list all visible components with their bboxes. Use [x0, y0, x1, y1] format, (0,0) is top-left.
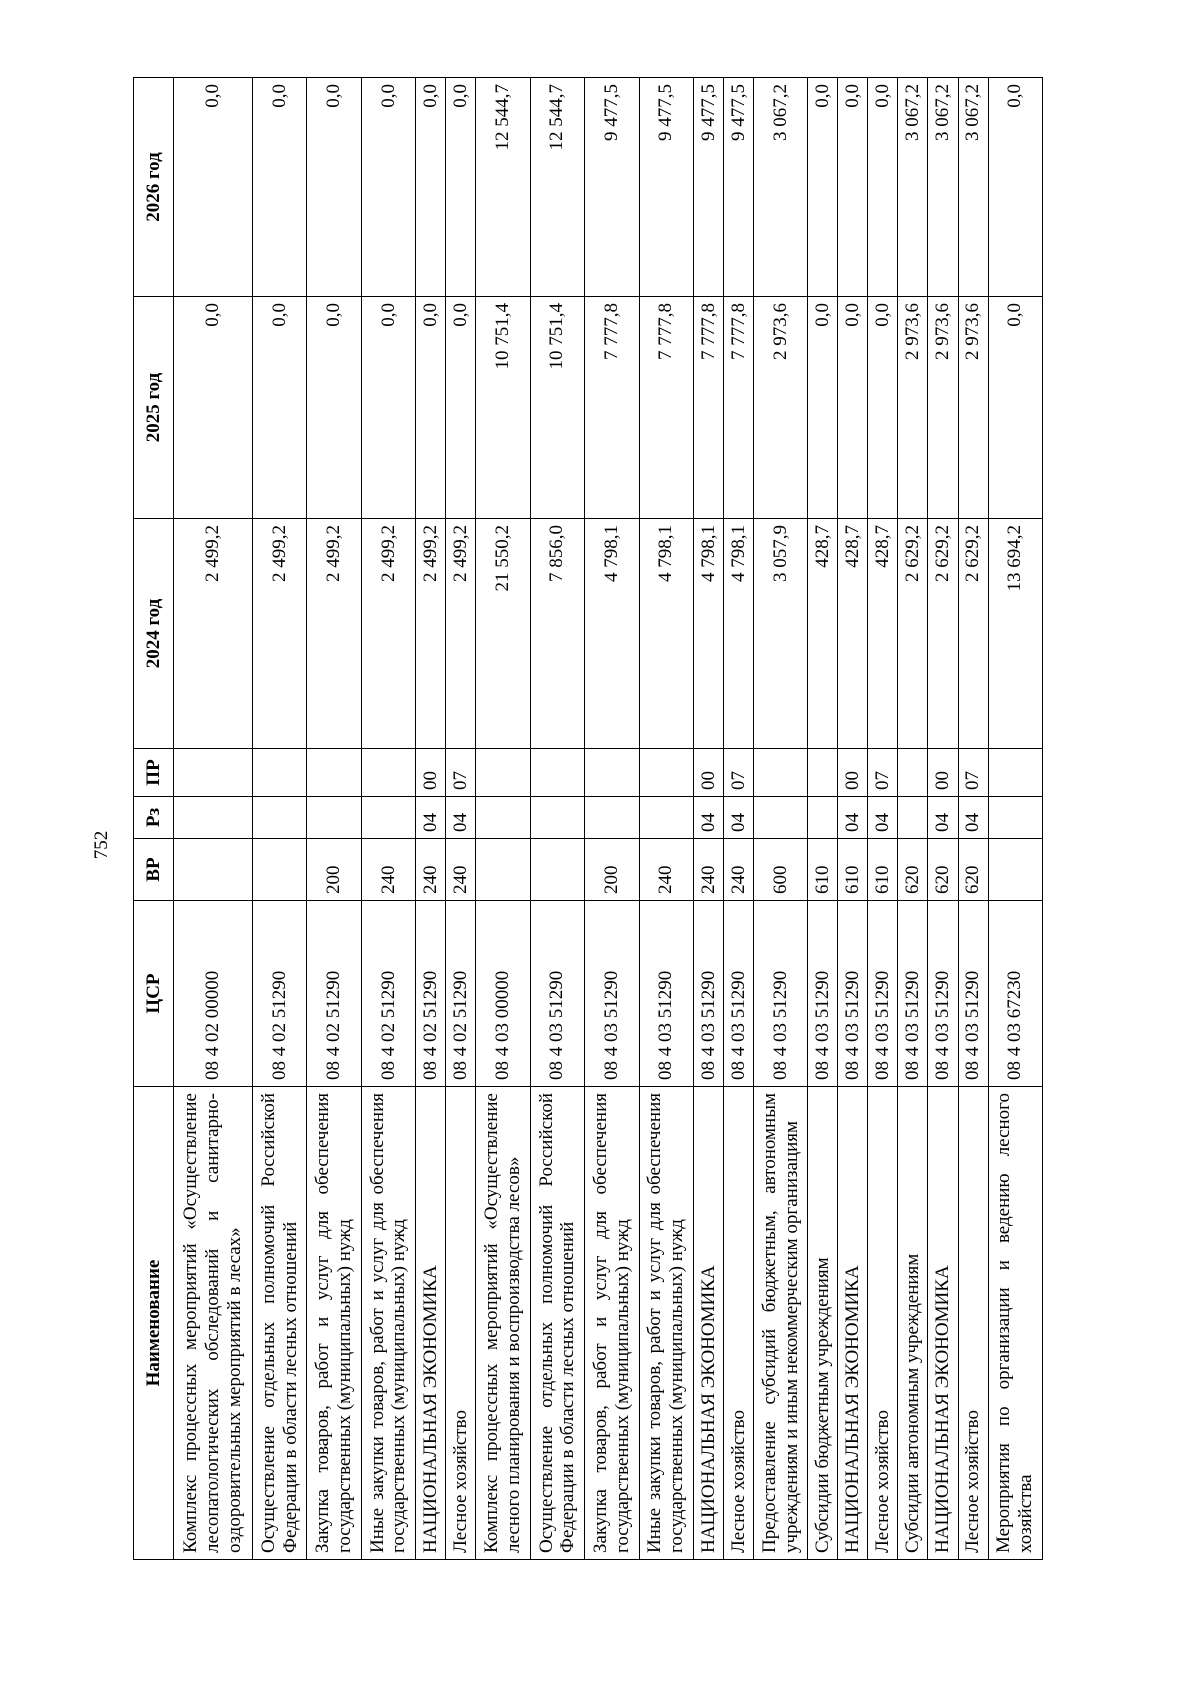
- cell-2024: 4 798,1: [585, 519, 639, 749]
- cell-2026: 9 477,5: [585, 78, 639, 297]
- cell-2024: 2 499,2: [252, 519, 306, 749]
- cell-csr: 08 4 02 51290: [416, 901, 446, 1087]
- cell-csr: 08 4 03 51290: [928, 901, 958, 1087]
- cell-2025: 0,0: [446, 297, 476, 519]
- cell-2025: 7 777,8: [585, 297, 639, 519]
- cell-vr: 620: [958, 839, 988, 901]
- table-row: [476, 78, 530, 1560]
- cell-2025: 2 973,6: [928, 297, 958, 519]
- cell-2024: 2 629,2: [928, 519, 958, 749]
- header-2024: 2024 год: [134, 519, 174, 749]
- cell-vr: 610: [868, 839, 898, 901]
- cell-2024: 2 499,2: [174, 519, 253, 749]
- cell-2025: 2 973,6: [898, 297, 928, 519]
- cell-name: Предоставление субсидий бюджетным, автономным учреждениям и иным некоммерческим организациям: [753, 1087, 807, 1560]
- cell-2025: 0,0: [307, 297, 361, 519]
- cell-vr: 610: [838, 839, 868, 901]
- cell-pr: 07: [868, 749, 898, 797]
- cell-csr: 08 4 03 51290: [693, 901, 723, 1087]
- cell-2026: 3 067,2: [928, 78, 958, 297]
- cell-rz: [639, 797, 693, 839]
- header-2025: 2025 год: [134, 297, 174, 519]
- cell-rz: 04: [723, 797, 753, 839]
- cell-name: Субсидии бюджетным учреждениям: [808, 1087, 838, 1560]
- cell-rz: [585, 797, 639, 839]
- cell-csr: 08 4 02 51290: [307, 901, 361, 1087]
- cell-2025: 7 777,8: [723, 297, 753, 519]
- table-row: [723, 78, 753, 1560]
- cell-name: Закупка товаров, работ и услуг для обеспечения государственных (муниципальных) нужд: [585, 1087, 639, 1560]
- cell-2024: 2 499,2: [361, 519, 415, 749]
- table-row: [868, 78, 898, 1560]
- cell-rz: [361, 797, 415, 839]
- page-number: 752: [91, 830, 112, 860]
- table-row: [958, 78, 988, 1560]
- cell-rz: 04: [958, 797, 988, 839]
- cell-vr: 240: [723, 839, 753, 901]
- cell-csr: 08 4 03 51290: [639, 901, 693, 1087]
- cell-2026: 0,0: [361, 78, 415, 297]
- header-2026: 2026 год: [134, 78, 174, 297]
- budget-table: [133, 77, 1043, 1560]
- cell-2026: 9 477,5: [693, 78, 723, 297]
- header-vr: ВР: [134, 839, 174, 901]
- cell-vr: 240: [446, 839, 476, 901]
- table-row: [808, 78, 838, 1560]
- cell-vr: [476, 839, 530, 901]
- cell-pr: 00: [928, 749, 958, 797]
- table-row: [585, 78, 639, 1560]
- cell-2024: 2 499,2: [416, 519, 446, 749]
- cell-2026: 9 477,5: [639, 78, 693, 297]
- table-row: [252, 78, 306, 1560]
- table-row: [174, 78, 253, 1560]
- cell-2026: 0,0: [808, 78, 838, 297]
- table-row: [530, 78, 584, 1560]
- cell-pr: [174, 749, 253, 797]
- cell-csr: 08 4 03 51290: [585, 901, 639, 1087]
- cell-2024: 4 798,1: [693, 519, 723, 749]
- cell-2025: 10 751,4: [530, 297, 584, 519]
- cell-2026: 12 544,7: [476, 78, 530, 297]
- cell-rz: 04: [416, 797, 446, 839]
- cell-2024: 4 798,1: [639, 519, 693, 749]
- cell-pr: 00: [838, 749, 868, 797]
- cell-csr: 08 4 03 51290: [838, 901, 868, 1087]
- cell-2024: 2 629,2: [958, 519, 988, 749]
- table-row: [361, 78, 415, 1560]
- cell-name: НАЦИОНАЛЬНАЯ ЭКОНОМИКА: [693, 1087, 723, 1560]
- cell-2025: 0,0: [988, 297, 1042, 519]
- cell-name: Мероприятия по организации и ведению лесного хозяйства: [988, 1087, 1042, 1560]
- cell-vr: [988, 839, 1042, 901]
- cell-2025: 0,0: [808, 297, 838, 519]
- cell-2024: 4 798,1: [723, 519, 753, 749]
- cell-vr: [252, 839, 306, 901]
- cell-2025: 0,0: [174, 297, 253, 519]
- cell-2025: 7 777,8: [639, 297, 693, 519]
- cell-rz: 04: [838, 797, 868, 839]
- cell-vr: 610: [808, 839, 838, 901]
- cell-rz: [174, 797, 253, 839]
- cell-2026: 0,0: [868, 78, 898, 297]
- table-row: [928, 78, 958, 1560]
- cell-vr: 200: [307, 839, 361, 901]
- cell-pr: [252, 749, 306, 797]
- cell-name: Иные закупки товаров, работ и услуг для обеспечения государственных (муниципальных) нужд: [361, 1087, 415, 1560]
- cell-vr: 620: [928, 839, 958, 901]
- cell-name: НАЦИОНАЛЬНАЯ ЭКОНОМИКА: [838, 1087, 868, 1560]
- cell-name: Субсидии автономным учреждениям: [898, 1087, 928, 1560]
- cell-pr: [361, 749, 415, 797]
- cell-name: Лесное хозяйство: [868, 1087, 898, 1560]
- cell-pr: 00: [416, 749, 446, 797]
- table-row: [416, 78, 446, 1560]
- table-row: [693, 78, 723, 1560]
- cell-pr: [585, 749, 639, 797]
- cell-rz: 04: [693, 797, 723, 839]
- cell-name: Лесное хозяйство: [958, 1087, 988, 1560]
- cell-name: Комплекс процессных мероприятий «Осуществление лесного планирования и воспроизводства лесов»: [476, 1087, 530, 1560]
- cell-name: Комплекс процессных мероприятий «Осуществление лесопатологических обследований и санитарно-оздоровительных мероприятий в лесах»: [174, 1087, 253, 1560]
- cell-csr: 08 4 03 00000: [476, 901, 530, 1087]
- cell-csr: 08 4 03 51290: [868, 901, 898, 1087]
- cell-2025: 0,0: [868, 297, 898, 519]
- cell-2026: 3 067,2: [898, 78, 928, 297]
- cell-pr: [476, 749, 530, 797]
- cell-csr: 08 4 02 51290: [361, 901, 415, 1087]
- cell-name: НАЦИОНАЛЬНАЯ ЭКОНОМИКА: [416, 1087, 446, 1560]
- cell-vr: [174, 839, 253, 901]
- cell-2024: 428,7: [808, 519, 838, 749]
- cell-csr: 08 4 02 00000: [174, 901, 253, 1087]
- cell-pr: 07: [958, 749, 988, 797]
- table-row: [639, 78, 693, 1560]
- cell-2025: 0,0: [252, 297, 306, 519]
- cell-csr: 08 4 03 51290: [753, 901, 807, 1087]
- cell-name: НАЦИОНАЛЬНАЯ ЭКОНОМИКА: [928, 1087, 958, 1560]
- table-row: [446, 78, 476, 1560]
- cell-2025: 2 973,6: [753, 297, 807, 519]
- table-body: [174, 78, 1043, 1560]
- table-container: [133, 78, 1043, 1560]
- cell-vr: 240: [361, 839, 415, 901]
- cell-rz: [753, 797, 807, 839]
- cell-pr: [898, 749, 928, 797]
- cell-2026: 0,0: [174, 78, 253, 297]
- cell-2024: 2 629,2: [898, 519, 928, 749]
- cell-2024: 13 694,2: [988, 519, 1042, 749]
- cell-rz: [530, 797, 584, 839]
- cell-pr: [988, 749, 1042, 797]
- cell-2026: 0,0: [446, 78, 476, 297]
- table-row: [838, 78, 868, 1560]
- cell-vr: 240: [416, 839, 446, 901]
- cell-vr: 240: [693, 839, 723, 901]
- cell-2024: 2 499,2: [446, 519, 476, 749]
- rotated-table-area: [133, 78, 1200, 1553]
- cell-pr: [639, 749, 693, 797]
- cell-2025: 10 751,4: [476, 297, 530, 519]
- cell-2026: 9 477,5: [723, 78, 753, 297]
- table-row: [307, 78, 361, 1560]
- cell-name: Закупка товаров, работ и услуг для обеспечения государственных (муниципальных) нужд: [307, 1087, 361, 1560]
- cell-rz: [808, 797, 838, 839]
- table-row: [988, 78, 1042, 1560]
- cell-2026: 0,0: [252, 78, 306, 297]
- header-row: [134, 78, 174, 1560]
- cell-csr: 08 4 02 51290: [252, 901, 306, 1087]
- cell-vr: [530, 839, 584, 901]
- cell-pr: [753, 749, 807, 797]
- cell-2024: 428,7: [838, 519, 868, 749]
- cell-2024: 7 856,0: [530, 519, 584, 749]
- cell-rz: [307, 797, 361, 839]
- header-name: Наименование: [134, 1087, 174, 1560]
- cell-csr: 08 4 03 51290: [530, 901, 584, 1087]
- cell-2025: 0,0: [361, 297, 415, 519]
- cell-2026: 3 067,2: [753, 78, 807, 297]
- cell-rz: [252, 797, 306, 839]
- cell-2024: 21 550,2: [476, 519, 530, 749]
- cell-pr: [808, 749, 838, 797]
- cell-2025: 0,0: [838, 297, 868, 519]
- cell-name: Лесное хозяйство: [723, 1087, 753, 1560]
- table-row: [753, 78, 807, 1560]
- table-row: [898, 78, 928, 1560]
- cell-name: Лесное хозяйство: [446, 1087, 476, 1560]
- cell-rz: 04: [928, 797, 958, 839]
- cell-pr: 07: [446, 749, 476, 797]
- cell-csr: 08 4 03 51290: [723, 901, 753, 1087]
- cell-2024: 3 057,9: [753, 519, 807, 749]
- cell-csr: 08 4 03 51290: [808, 901, 838, 1087]
- cell-rz: 04: [868, 797, 898, 839]
- cell-name: Осуществление отдельных полномочий Российской Федерации в области лесных отношений: [530, 1087, 584, 1560]
- cell-csr: 08 4 03 51290: [958, 901, 988, 1087]
- cell-csr: 08 4 03 67230: [988, 901, 1042, 1087]
- header-csr: ЦСР: [134, 901, 174, 1087]
- cell-name: Иные закупки товаров, работ и услуг для обеспечения государственных (муниципальных) нужд: [639, 1087, 693, 1560]
- cell-rz: 04: [446, 797, 476, 839]
- cell-2026: 0,0: [416, 78, 446, 297]
- cell-2026: 12 544,7: [530, 78, 584, 297]
- cell-name: Осуществление отдельных полномочий Российской Федерации в области лесных отношений: [252, 1087, 306, 1560]
- cell-csr: 08 4 02 51290: [446, 901, 476, 1087]
- header-pr: ПР: [134, 749, 174, 797]
- cell-pr: [530, 749, 584, 797]
- cell-pr: [307, 749, 361, 797]
- cell-2026: 0,0: [838, 78, 868, 297]
- cell-2026: 3 067,2: [958, 78, 988, 297]
- cell-vr: 620: [898, 839, 928, 901]
- cell-vr: 600: [753, 839, 807, 901]
- cell-2025: 0,0: [416, 297, 446, 519]
- cell-rz: [898, 797, 928, 839]
- cell-2026: 0,0: [988, 78, 1042, 297]
- cell-2024: 2 499,2: [307, 519, 361, 749]
- cell-pr: 07: [723, 749, 753, 797]
- cell-2025: 2 973,6: [958, 297, 988, 519]
- cell-csr: 08 4 03 51290: [898, 901, 928, 1087]
- cell-2025: 7 777,8: [693, 297, 723, 519]
- cell-vr: 240: [639, 839, 693, 901]
- cell-rz: [988, 797, 1042, 839]
- cell-rz: [476, 797, 530, 839]
- cell-vr: 200: [585, 839, 639, 901]
- cell-pr: 00: [693, 749, 723, 797]
- header-rz: Рз: [134, 797, 174, 839]
- cell-2024: 428,7: [868, 519, 898, 749]
- cell-2026: 0,0: [307, 78, 361, 297]
